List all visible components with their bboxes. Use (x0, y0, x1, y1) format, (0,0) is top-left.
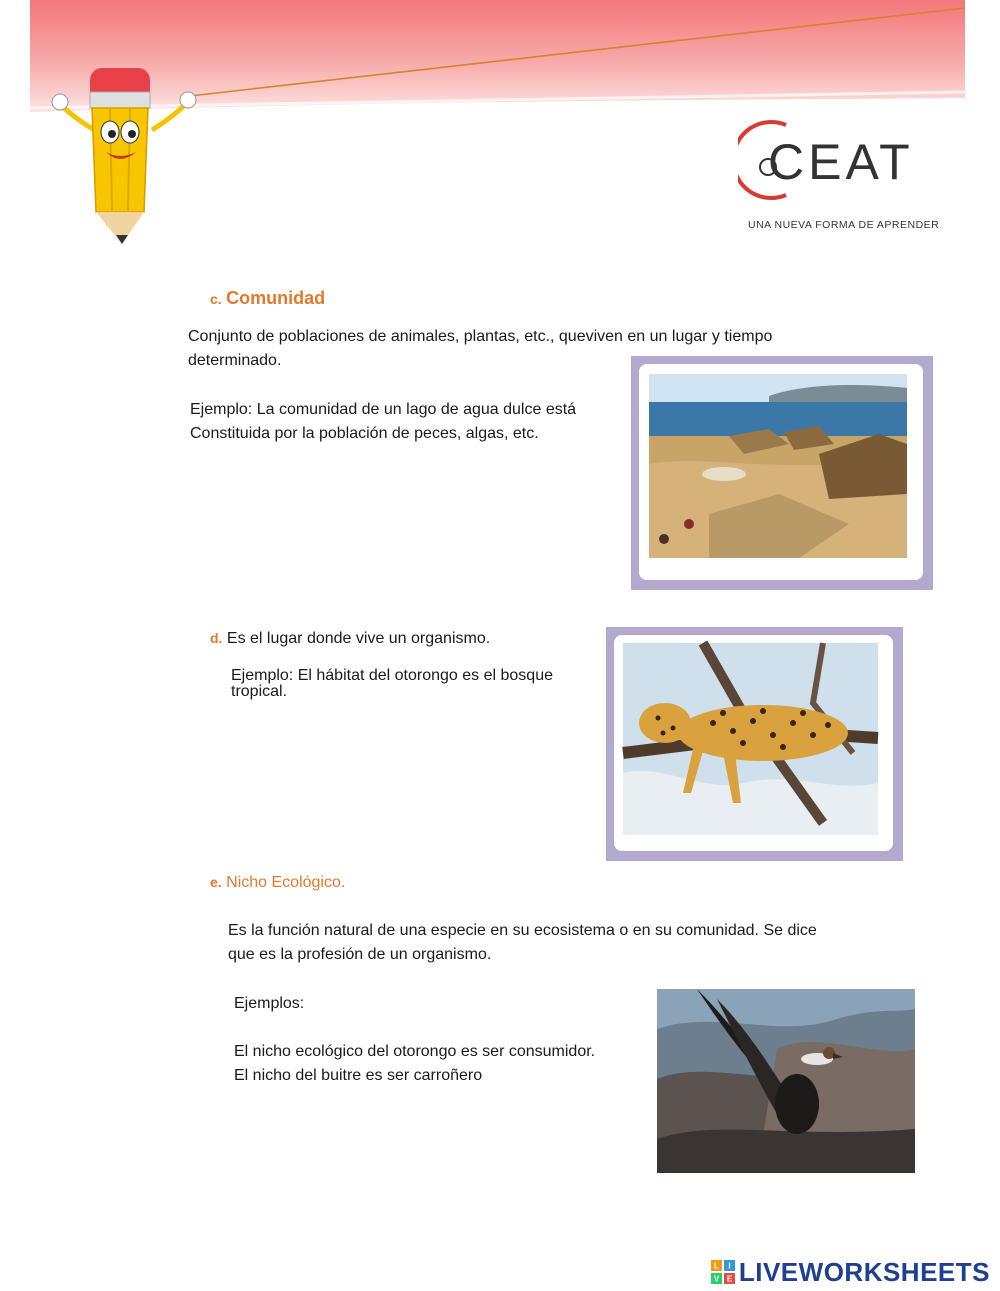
section-d-example (231, 668, 553, 700)
section-d-example-line1: Ejemplo: El hábitat del otorongo es el bosque (231, 667, 553, 684)
section-d-statement: Es el lugar donde vive un organismo. (226, 630, 491, 647)
liveworksheets-watermark (711, 1256, 990, 1287)
section-d-text (210, 626, 490, 651)
section-c-example (190, 398, 576, 446)
pencil-mascot-illustration (50, 62, 200, 247)
section-e-definition-line1: Es la función natural de una especie en su ecosistema o en su comunidad. Se dice (228, 922, 817, 939)
section-c-title: Comunidad (226, 288, 326, 308)
vulture-photo (657, 989, 915, 1173)
section-d-marker: d. (210, 630, 223, 646)
badge-letter-l: L (713, 1261, 719, 1271)
badge-letter-e: E (726, 1274, 733, 1284)
leopard-habitat-photo-frame (606, 627, 903, 861)
section-e-marker: e. (210, 874, 222, 890)
section-e-examples-label: Ejemplos: (234, 995, 305, 1012)
section-d-example-line2: tropical. (231, 683, 288, 700)
lake-community-photo (639, 364, 923, 580)
section-e-title: Nicho Ecológico. (226, 874, 346, 891)
liveworksheets-text: LIVEWORKSHEETS (738, 1256, 990, 1287)
section-c-heading (210, 288, 325, 309)
badge-letter-v: V (713, 1274, 720, 1284)
section-c-definition-line1: Conjunto de poblaciones de animales, plantas, etc., queviven en un lugar y tiempo (188, 328, 773, 345)
logo-tagline: UNA NUEVA FORMA DE APRENDER (748, 219, 940, 231)
section-e-definition (228, 919, 817, 967)
section-e-definition-line2: que es la profesión de un organismo. (228, 946, 492, 963)
lake-community-photo-frame (631, 356, 933, 590)
ceat-logo (738, 115, 938, 235)
section-e-example-line1: El nicho ecológico del otorongo es ser consumidor. (234, 1043, 596, 1060)
liveworksheets-badge-icon (711, 1260, 735, 1284)
section-c-example-line2: Constituida por la población de peces, algas, etc. (190, 425, 539, 442)
logo-word: CEAT (768, 134, 914, 190)
leopard-habitat-photo (614, 635, 893, 851)
section-c-definition-line2: determinado. (188, 352, 282, 369)
section-c-marker: c. (210, 291, 222, 307)
section-e-examples (234, 1040, 595, 1088)
section-c-example-line1: Ejemplo: La comunidad de un lago de agua dulce está (190, 401, 577, 418)
section-e-example-line2: El nicho del buitre es ser carroñero (234, 1067, 483, 1084)
section-e-heading (210, 874, 345, 892)
badge-letter-i: I (728, 1261, 731, 1271)
